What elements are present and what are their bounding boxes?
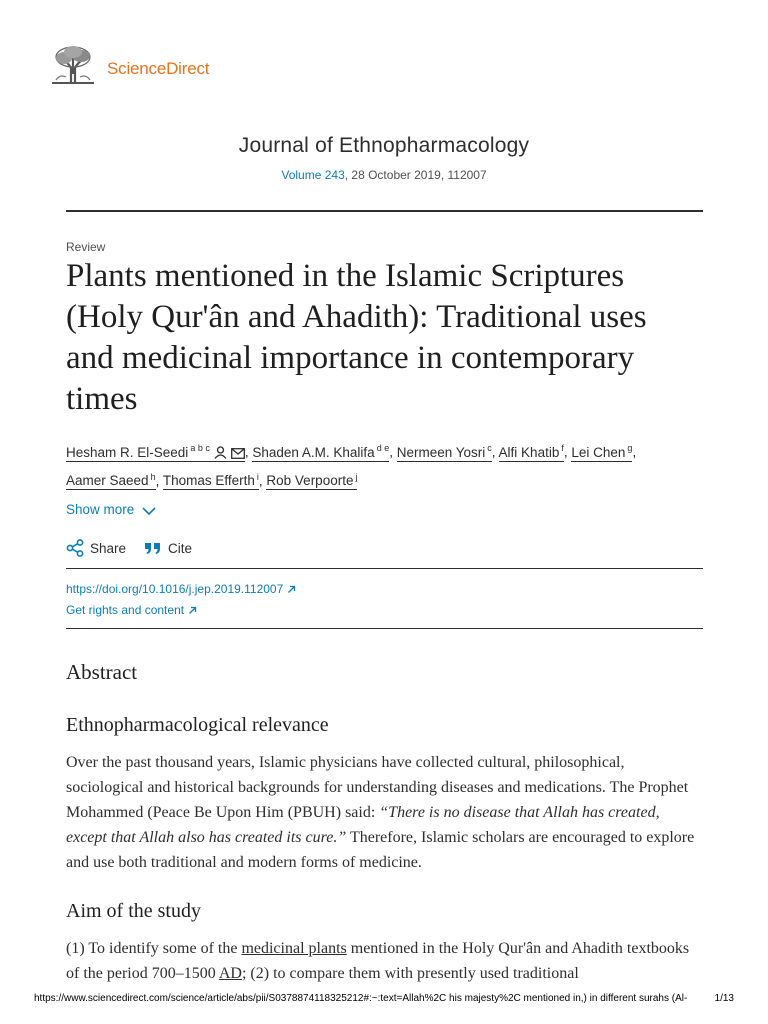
cite-label: Cite [168,541,193,556]
share-label: Share [90,541,127,556]
author-7[interactable]: Rob Verpoorte $^j$ [266,471,358,488]
issue-details: , 28 October 2019, 112007 [344,168,487,182]
print-url: https://www.sciencedirect.com/science/article/abs/pii/S0378874118325212#:~:text=Allah%2C his majesty%2C mentioned in,) in different surahs (Al- [34,993,688,1004]
author-1[interactable]: Shaden A.M. Khalifa $^{d e}$, [252,443,397,460]
quote-icon [144,539,162,557]
paragraph-relevance: Over the past thousand years, Islamic physicians have collected cultural, philosophical, sociological and historical backgrounds for understanding diseases and medications. The Prophet Mohammed (Peace Be Upon Him (PBUH) said: “There is no disease that Allah has created, except that Allah also has created its cure.” Therefore, Islamic scholars are encouraged to explore and use both traditional and modern forms of medicine. [66,754,695,871]
show-more-button[interactable] [66,502,156,517]
share-icon [66,539,84,557]
actions-divider [66,568,703,569]
paragraph-aim: (1) To identify some of the medicinal plants mentioned in the Holy Qur'ân and Ahadith textbooks of the period 700–1500 AD; (2) to compare them with presently used traditional [66,940,690,982]
show-more-label: Show more [66,502,135,517]
share-button[interactable] [66,539,126,557]
brand-name: ScienceDirect [107,59,210,78]
author-5[interactable]: Aamer Saeed $^h$, [66,471,163,488]
author-list [66,437,696,492]
rights-link[interactable]: Get rights and content [66,603,197,617]
sciencedirect-logo[interactable] [50,44,250,88]
author-4[interactable]: Lei Chen $^g$, [571,443,637,460]
section-heading-aim: Aim of the study [66,900,201,922]
article-type: Review [66,240,106,254]
article-actions [66,539,210,557]
author-6[interactable]: Thomas Efferth $^i$, [162,471,267,488]
header-divider [66,210,703,212]
author-2[interactable]: Nermeen Yosri $^c$, [396,443,499,460]
person-icon [214,443,227,466]
envelope-icon [231,443,245,466]
author-3[interactable]: Alfi Khatib $^f$, [498,443,572,460]
journal-title[interactable]: Journal of Ethnopharmacology [238,134,530,157]
page-number: 1/13 [714,993,734,1004]
author-0[interactable]: Hesham R. El-Seedi $^{a b c}$ , [66,445,252,462]
external-link-icon [287,585,296,594]
ad-link[interactable]: AD [218,965,242,982]
issue-info [0,168,768,182]
section-heading-relevance: Ethnopharmacological relevance [66,714,329,736]
cite-button[interactable] [144,539,192,557]
medicinal-plants-link[interactable]: medicinal plants [241,940,347,957]
external-link-icon [188,606,197,615]
links-divider [66,628,703,629]
chevron-down-icon [142,507,156,516]
doi-link[interactable]: https://doi.org/10.1016/j.jep.2019.112007 [66,582,296,596]
elsevier-tree-icon [50,44,96,86]
prophet-quote: “There is no disease that Allah has created, except that Allah also has created its cure.” [66,804,660,846]
article-title: Plants mentioned in the Islamic Scriptures (Holy Qur'ân and Ahadith): Traditional uses and medicinal importance in contemporary times [66,258,647,417]
volume-link[interactable]: Volume 243 [281,168,345,182]
abstract-heading: Abstract [66,660,138,684]
